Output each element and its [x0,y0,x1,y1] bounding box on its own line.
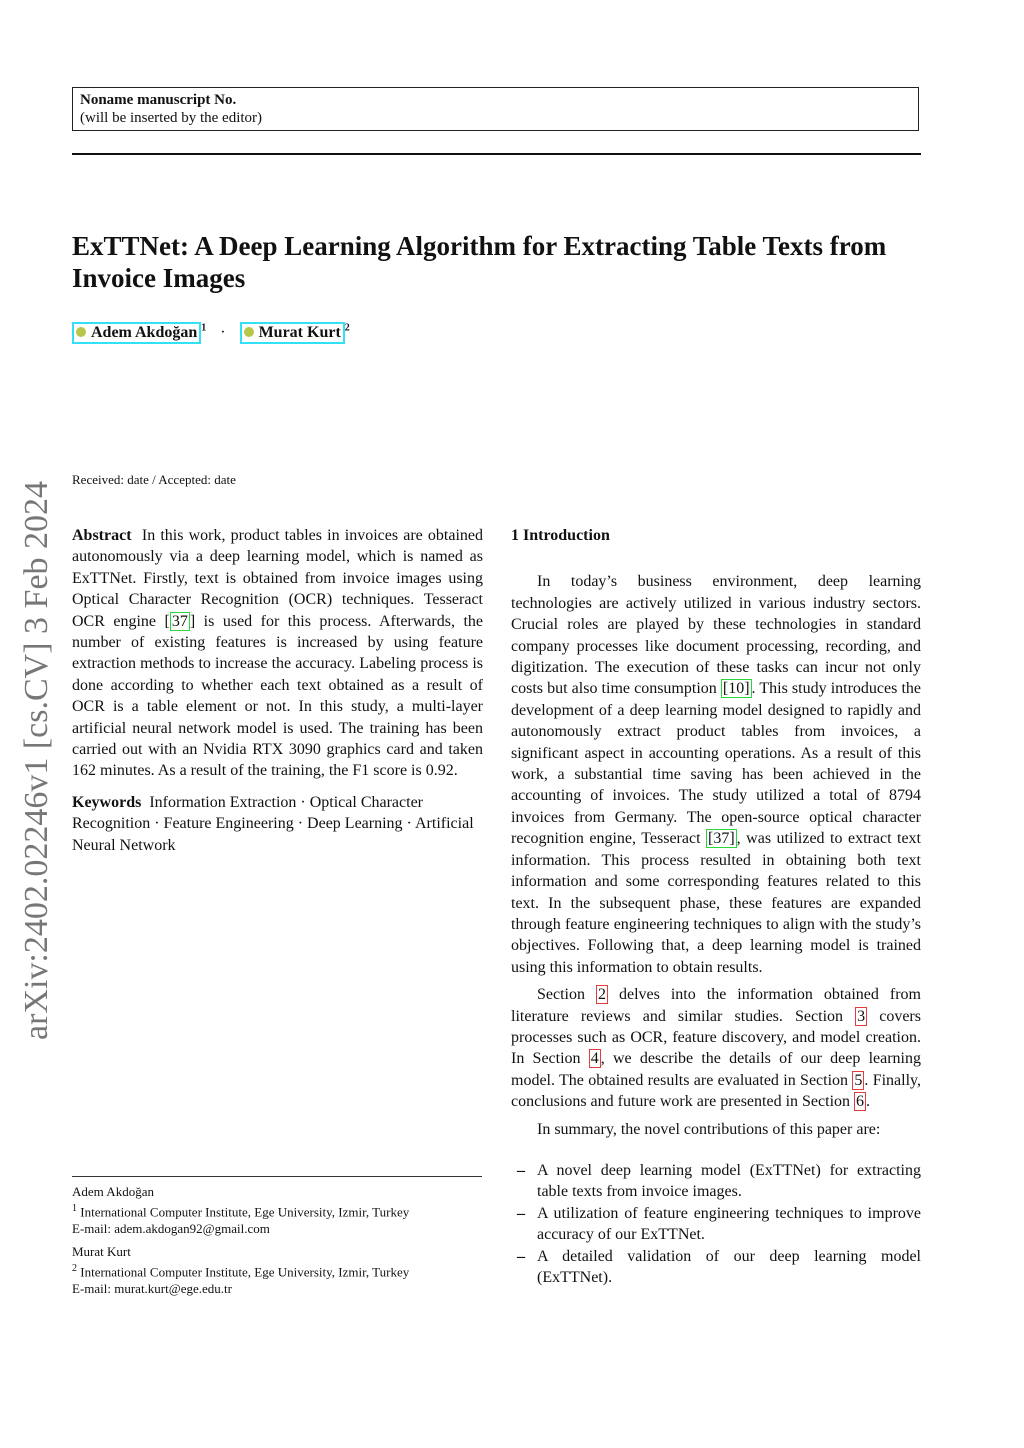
intro-text: Section [537,986,596,1004]
manuscript-number: Noname manuscript No. [80,92,237,108]
footnote-affiliation: $^1$ International Computer Institute, Ege University, Izmir, Turkey [72,1203,410,1220]
received-date: Received: date / Accepted: date [72,472,236,487]
section-ref-link[interactable]: 2 [598,986,606,1004]
citation-link[interactable]: [10] [722,680,750,698]
orcid-icon [76,327,86,337]
author-separator: · [220,324,226,341]
keywords-text: Information Extraction · Optical Character Recognition · Feature Engineering · Deep Learning · Artificial Neural Network [72,793,474,854]
section-ref-link[interactable]: 5 [854,1071,863,1089]
intro-paragraph-3: In summary, the novel contributions of this paper are: [537,1120,881,1138]
author-affil-sup: 2 [344,322,350,334]
intro-text: covers processes such as OCR, feature discovery, and model creation. In Section [511,1007,921,1068]
intro-text: . This study introduces the development of a deep learning model designed to rapidly and autonomously extract product tables from invoices, a significant aspect in accounting operations. As a result of this work, a substantial time saving has been achieved in the accounting of invoices. The study utilized a total of 8794 invoices from Germany. The open-source optical character recognition engine, Tesseract [511,680,921,848]
list-item: – A detailed validation of our deep learning model (ExTTNet). [511,1246,921,1289]
footnote-name: Murat Kurt [72,1244,131,1259]
keywords-label: Keywords [72,793,142,811]
citation-link[interactable]: [37] [708,830,735,848]
abstract-label: Abstract [72,527,132,544]
author-name: Adem Akdoğan [91,324,198,341]
section-ref-link[interactable]: 4 [590,1050,599,1068]
abstract-column [72,525,483,862]
list-item: – A utilization of feature engineering techniques to improve accuracy of our ExTTNet. [511,1203,921,1246]
intro-column [511,525,921,1288]
manuscript-box [72,87,919,131]
intro-paragraph-2 [511,984,921,1112]
list-item: – A novel deep learning model (ExTTNet) for extracting table texts from invoice images. [511,1160,921,1203]
intro-text: , we describe the details of our deep learning model. The obtained results are evaluated in Section [511,1050,921,1089]
footnote-affiliation: $^2$ International Computer Institute, Ege University, Izmir, Turkey [72,1263,410,1280]
section-ref-link[interactable]: 6 [856,1093,865,1111]
abstract [72,525,483,782]
footnote-author-2 [72,1243,492,1297]
footnote-author-1 [72,1183,492,1237]
author-list [72,322,350,344]
arxiv-stamp: arXiv:2402.02246v1 [cs.CV] 3 Feb 2024 [18,480,55,1040]
keywords [72,792,483,856]
abstract-text: In this work, product tables in invoices are obtained autonomously via a deep learning model, which is named as ExTTNet. Firstly, text is obtained from invoice images using Optical Character Recognition (OCR) techniques. Tesseract OCR engine [ [72,527,483,630]
section-ref-link[interactable]: 3 [857,1007,866,1025]
contribution-list [511,1160,921,1288]
editor-note: (will be inserted by the editor) [80,110,263,126]
abstract-text: ] is used for this process. Afterwards, the number of existing features is increased by using feature extraction methods to increase the accuracy. Labeling process is done according to whether each text obtained as a result of OCR is a table element or not. In this study, a multi-layer artificial neural network model is used. The training has been carried out with an Nvidia RTX 3090 graphics card and taken 162 minutes. As a result of the training, the F1 score is 0.92. [72,612,484,780]
intro-text: In today’s business environment, deep learning technologies are actively utilized in various industry sectors. Crucial roles are played by these technologies in standard company processes like document processing, recording, and digitization. The execution of these tasks can incur not only costs but also time consumption [511,573,921,698]
footnote-email: E-mail: murat.kurt@ege.edu.tr [72,1281,232,1297]
orcid-icon [244,327,254,337]
author-name: Murat Kurt [258,324,341,341]
author-link-1[interactable] [72,322,201,344]
footnote-rule [72,1176,482,1177]
intro-paragraph-1 [511,571,921,978]
footnote-email: E-mail: adem.akdogan92@gmail.com [72,1221,270,1237]
intro-text: . Finally, conclusions and future work are presented in Section [511,1071,922,1111]
intro-text: delves into the information obtained from literature reviews and similar studies. Section [511,986,922,1025]
citation-link[interactable]: 37 [171,612,188,630]
section-heading: 1 Introduction [511,527,610,544]
intro-text: . [866,1093,871,1111]
author-affil-sup: 1 [201,322,207,334]
paper-title: ExTTNet: A Deep Learning Algorithm for Extracting Table Texts from Invoice Images [72,231,887,293]
author-link-2[interactable] [240,322,345,344]
footnote-name: Adem Akdoğan [72,1184,154,1199]
header-rule [72,153,921,155]
intro-text: , was utilized to extract text information. This process resulted in obtaining both text information and some corresponding features related to this text. In the subsequent phase, these features are expanded through feature engineering techniques to align with the study’s objectives. Following that, a deep learning model is trained using this information to obtain results. [511,830,921,976]
